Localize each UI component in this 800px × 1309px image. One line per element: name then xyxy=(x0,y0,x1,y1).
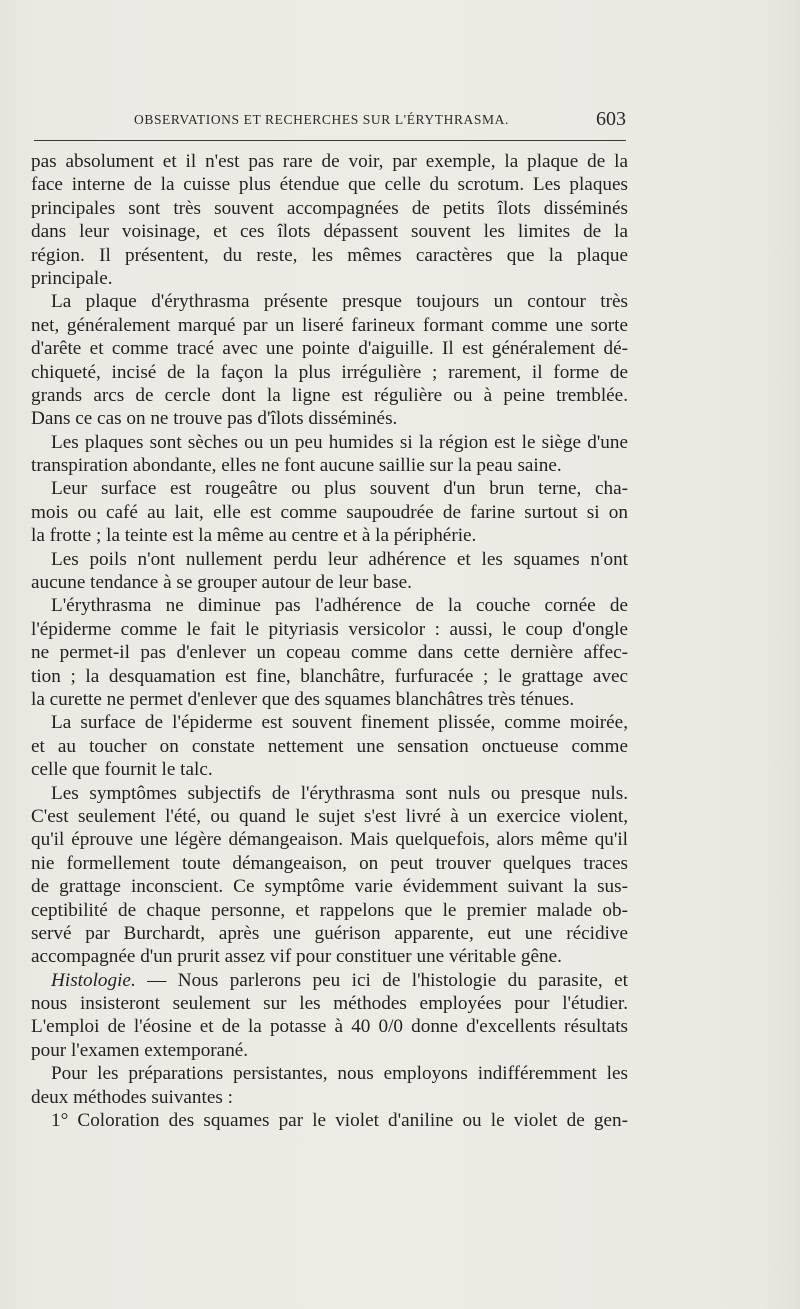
text-line: L'emploi de l'éosine et de la potasse à 40 0/0 donne d'excellents résultats xyxy=(31,1016,628,1038)
text-line: qu'il éprouve une légère démangeaison. Mais quelquefois, alors même qu'il xyxy=(31,829,628,851)
text-line: la frotte ; la teinte est la même au centre et à la périphérie. xyxy=(31,525,477,547)
text-line: Les symptômes subjectifs de l'érythrasma sont nuls ou presque nuls. xyxy=(51,782,628,804)
text-line: région. Il présentent, du reste, les mêmes caractères que la plaque xyxy=(31,244,628,266)
text-line: nous insisteront seulement sur les méthodes employées pour l'étudier. xyxy=(31,993,628,1015)
text-line: l'épiderme comme le fait le pityriasis versicolor : aussi, le coup d'ongle xyxy=(31,618,628,640)
page-number: 603 xyxy=(596,108,626,130)
text-line: 1° Coloration des squames par le violet d'aniline ou le violet de gen- xyxy=(51,1110,628,1132)
text-line xyxy=(31,969,628,992)
text-line: dans leur voisinage, et ces îlots dépassent souvent les limites de la xyxy=(31,221,628,243)
text-line: la curette ne permet d'enlever que des squames blanchâtres très ténues. xyxy=(31,688,575,710)
text-line: L'érythrasma ne diminue pas l'adhérence de la couche cornée de xyxy=(51,595,628,617)
text-line: ne permet-il pas d'enlever un copeau comme dans cette dernière affec- xyxy=(31,642,628,664)
text-line: accompagnée d'un prurit assez vif pour constituer une véritable gêne. xyxy=(31,946,562,968)
text-line: Dans ce cas on ne trouve pas d'îlots disséminés. xyxy=(31,408,398,430)
text-line: transpiration abondante, elles ne font aucune saillie sur la peau saine. xyxy=(31,455,562,477)
text-line: servé par Burchardt, après une guérison apparente, eut une récidive xyxy=(31,922,628,944)
text-line: mois ou café au lait, elle est comme saupoudrée de farine surtout si on xyxy=(31,501,628,523)
text-line: pas absolument et il n'est pas rare de voir, par exemple, la plaque de la xyxy=(31,151,628,172)
text-line: deux méthodes suivantes : xyxy=(31,1086,233,1108)
text-line: celle que fournit le talc. xyxy=(31,759,213,781)
header-rule xyxy=(34,140,626,141)
text-line: ceptibilité de chaque personne, et rappelons que le premier malade ob- xyxy=(31,899,628,921)
text-line: face interne de la cuisse plus étendue que celle du scrotum. Les plaques xyxy=(31,174,628,196)
text-line: pour l'examen extemporané. xyxy=(31,1039,249,1061)
text-line: grands arcs de cercle dont la ligne est régulière ou à peine tremblée. xyxy=(31,384,628,406)
text-line: Les plaques sont sèches ou un peu humides si la région est le siège d'une xyxy=(51,431,628,453)
section-heading: Histologie. xyxy=(51,969,136,991)
text-line: tion ; la desquamation est fine, blanchâtre, furfuracée ; le grattage avec xyxy=(31,665,628,687)
text-line: Les poils n'ont nullement perdu leur adhérence et les squames n'ont xyxy=(51,548,628,570)
text-line: Pour les préparations persistantes, nous employons indifféremment les xyxy=(51,1063,628,1085)
text-line: de grattage inconscient. Ce symptôme varie évidemment suivant la sus- xyxy=(31,876,628,898)
text-line-rest: — Nous parlerons peu ici de l'histologie du parasite, et xyxy=(135,969,628,991)
text-line: La plaque d'érythrasma présente presque toujours un contour très xyxy=(51,291,628,313)
running-head xyxy=(34,108,626,134)
text-line: chiqueté, incisé de la façon la plus irrégulière ; rarement, il forme de xyxy=(31,361,628,383)
text-line: Leur surface est rougeâtre ou plus souvent d'un brun terne, cha- xyxy=(51,478,628,500)
text-line: et au toucher on constate nettement une sensation onctueuse comme xyxy=(31,735,628,757)
text-line: principale. xyxy=(31,267,113,289)
text-line: nie formellement toute démangeaison, on peut trouver quelques traces xyxy=(31,852,628,874)
text-line: principales sont très souvent accompagnées de petits îlots disséminés xyxy=(31,197,628,219)
running-title: OBSERVATIONS ET RECHERCHES SUR L'ÉRYTHRASMA. xyxy=(134,112,509,127)
text-line: La surface de l'épiderme est souvent finement plissée, comme moirée, xyxy=(51,712,628,734)
text-line: d'arête et comme tracé avec une pointe d'aiguille. Il est généralement dé- xyxy=(31,338,628,360)
text-line: C'est seulement l'été, ou quand le sujet s'est livré à un exercice violent, xyxy=(31,805,628,827)
body-text xyxy=(31,150,628,1132)
text-line: aucune tendance à se grouper autour de leur base. xyxy=(31,572,412,594)
text-line: net, généralement marqué par un liseré farineux formant comme une sorte xyxy=(31,314,628,336)
